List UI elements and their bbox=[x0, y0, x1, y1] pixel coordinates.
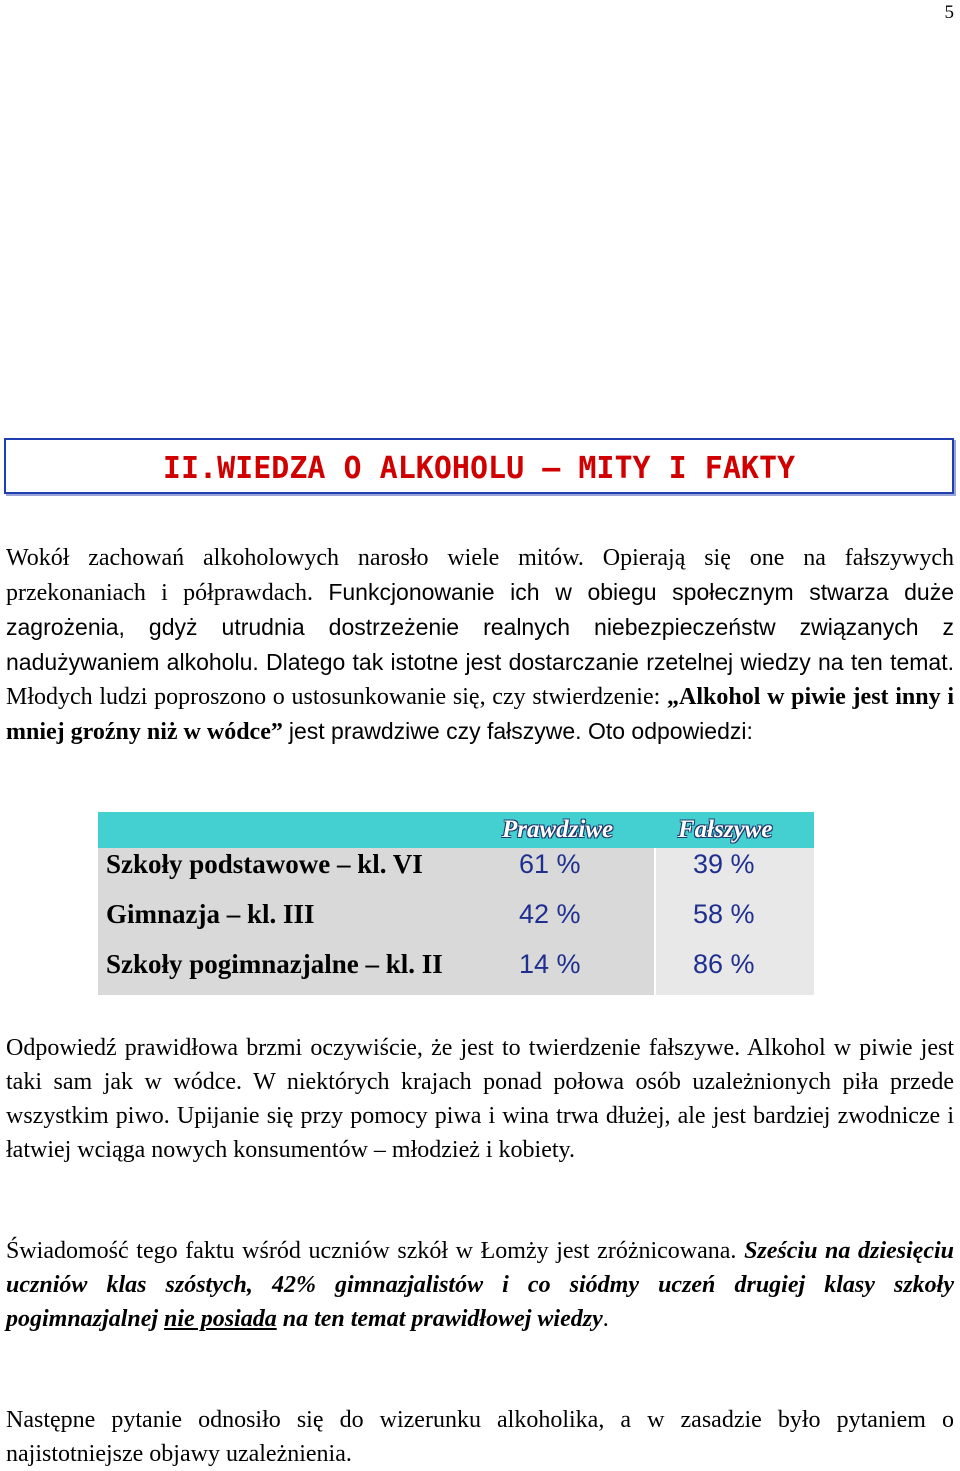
next-paragraph bbox=[6, 1403, 954, 1471]
cell-primary-true: 61 % bbox=[519, 849, 581, 879]
cell-primary-false: 39 % bbox=[693, 849, 755, 879]
awareness-paragraph bbox=[6, 1234, 954, 1336]
intro-paragraph bbox=[6, 541, 954, 749]
statement-quote: „Alkohol w piwie jest inny i mniej groźny niż w wódce” bbox=[6, 684, 955, 745]
header-false: Fałszywe bbox=[678, 816, 773, 843]
row-label-middle: Gimnazja – kl. III bbox=[106, 899, 315, 929]
answer-paragraph bbox=[6, 1031, 954, 1167]
next-text: Następne pytanie odnosiło się do wizerunku alkoholika, a w zasadzie było pytaniem o najistotniejsze objawy uzależnienia. bbox=[6, 1407, 954, 1467]
awareness-emphasis-2: na ten temat prawidłowej wiedzy bbox=[282, 1306, 603, 1332]
awareness-emphasis: Sześciu na dziesięciu uczniów klas szóstych, 42% gimnazjalistów i co siódmy uczeń drugiej klasy szkoły pogimnazjalnej bbox=[6, 1238, 954, 1332]
row-label-post: Szkoły pogimnazjalne – kl. II bbox=[106, 949, 443, 979]
awareness-text-1: Świadomość tego faktu wśród uczniów szkół w Łomży jest zróżnicowana. bbox=[6, 1238, 737, 1264]
awareness-period: . bbox=[602, 1306, 609, 1332]
cell-middle-true: 42 % bbox=[519, 899, 581, 929]
row-label-primary: Szkoły podstawowe – kl. VI bbox=[106, 849, 423, 879]
section-title: II.WIEDZA O ALKOHOLU – MITY I FAKTY bbox=[162, 451, 796, 486]
header-true: Prawdziwe bbox=[502, 816, 614, 843]
awareness-underline: nie posiada bbox=[164, 1306, 277, 1332]
survey-table bbox=[98, 812, 814, 995]
answer-text: Odpowiedź prawidłowa brzmi oczywiście, że jest to twierdzenie fałszywe. Alkohol w piwie jest taki sam jak w wódce. W niektórych krajach ponad połowa osób uzależnionych piła przede wszystkim piwo. Upijanie się przy pomocy piwa i wina trwa dłużej, ale jest bardziej zwodnicze i łatwiej wciąga nowych konsumentów – młodzież i kobiety. bbox=[6, 1035, 954, 1163]
cell-middle-false: 58 % bbox=[693, 899, 755, 929]
cell-post-false: 86 % bbox=[693, 949, 755, 979]
section-title-box bbox=[4, 438, 954, 494]
intro-text-4: jest prawdziwe czy fałszywe. Oto odpowiedzi: bbox=[288, 718, 753, 744]
table-column-divider bbox=[654, 848, 656, 995]
intro-text-3: Młodych ludzi poproszono o ustosunkowanie się, czy stwierdzenie: bbox=[6, 684, 661, 710]
page-number: 5 bbox=[944, 2, 954, 23]
cell-post-true: 14 % bbox=[519, 949, 581, 979]
intro-text-2: Funkcjonowanie ich w obiegu społecznym stwarza duże zagrożenia, gdyż utrudnia dostrzeżenie realnych niebezpieczeństw związanych z nadużywaniem alkoholu. Dlatego tak istotne jest dostarczanie rzetelnej wiedzy na ten temat. bbox=[6, 579, 955, 675]
intro-text-1: Wokół zachowań alkoholowych narosło wiele mitów. Opierają się one na fałszywych przekonaniach i półprawdach. bbox=[6, 545, 954, 606]
